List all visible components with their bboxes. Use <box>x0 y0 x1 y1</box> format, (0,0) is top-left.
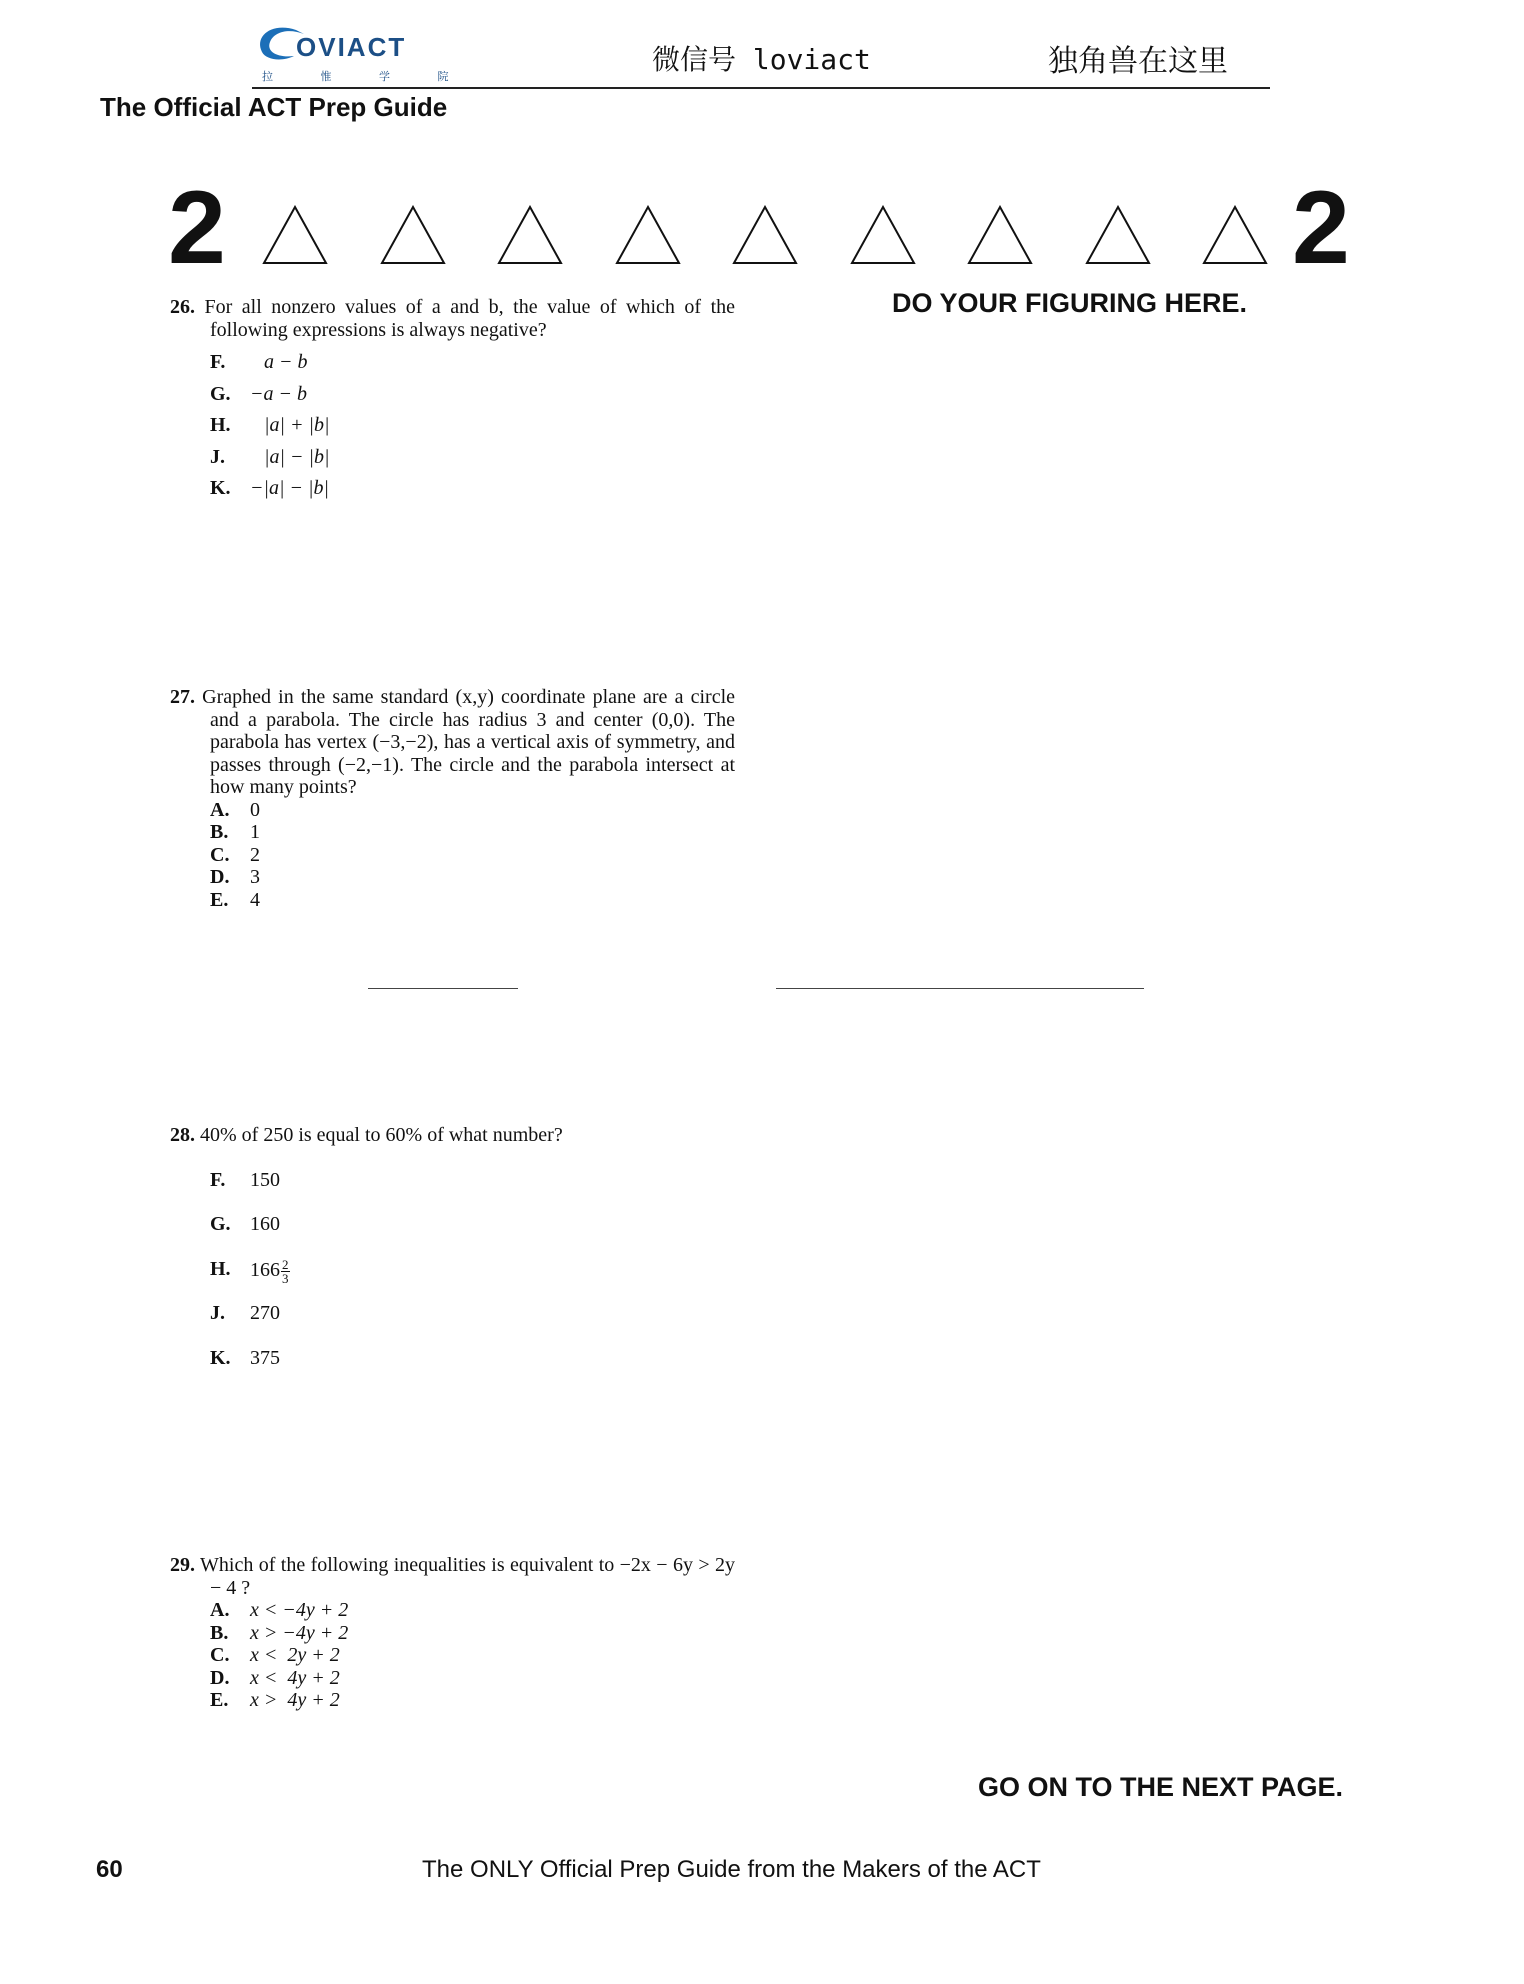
scan-rule <box>776 988 1144 989</box>
option-letter: B. <box>210 1621 229 1644</box>
go-on-next-page: GO ON TO THE NEXT PAGE. <box>978 1772 1344 1802</box>
answer-option[interactable] <box>170 1169 735 1192</box>
answer-option[interactable] <box>170 446 735 469</box>
logo-subtitle: 拉 惟 学 院 <box>262 70 471 83</box>
question-number: 28. <box>170 1124 195 1146</box>
scan-rule <box>368 988 518 989</box>
option-letter: D. <box>210 866 230 888</box>
question-text: Graphed in the same standard (x,y) coordinate plane are a circle and a parabola. The circle has radius 3 and center (0,0). The parabola has vertex (−3,−2), has a vertical axis of symmetry, and passes through (−2,−1). The circle and the parabola intersect at how many points? <box>202 686 736 798</box>
option-text: 270 <box>250 1302 280 1324</box>
triangle-icon <box>850 205 916 265</box>
option-text: −a − b <box>250 382 307 405</box>
header-tagline: 独角兽在这里 <box>1048 44 1228 79</box>
question-text: 40% of 250 is equal to 60% of what number? <box>200 1124 563 1146</box>
answer-option[interactable] <box>170 1667 735 1690</box>
option-text: 2 <box>250 843 260 866</box>
header-divider <box>252 87 1270 89</box>
triangle-icon <box>1202 205 1268 265</box>
question-26 <box>170 296 735 509</box>
option-letter: H. <box>210 414 231 436</box>
answer-option[interactable] <box>170 866 735 889</box>
section-number-left: 2 <box>168 170 226 286</box>
option-text: x > −4y + 2 <box>250 1621 349 1644</box>
triangle-icon <box>262 205 328 265</box>
triangle-icon <box>1085 205 1151 265</box>
option-text: 375 <box>250 1346 280 1369</box>
fraction <box>281 1258 290 1285</box>
option-text: −|a| − |b| <box>250 477 329 499</box>
option-letter: C. <box>210 843 230 866</box>
question-number: 26. <box>170 296 195 318</box>
question-stem <box>170 1554 735 1599</box>
answer-option[interactable] <box>170 1347 735 1370</box>
guide-title: The Official ACT Prep Guide <box>100 92 448 122</box>
question-28 <box>170 1124 735 1369</box>
option-text: x > 4y + 2 <box>250 1689 340 1711</box>
answer-option[interactable] <box>170 821 735 844</box>
question-27 <box>170 686 735 911</box>
answer-option[interactable] <box>170 383 735 406</box>
option-letter: E. <box>210 1689 229 1711</box>
option-letter: E. <box>210 888 229 911</box>
answer-option[interactable] <box>170 844 735 867</box>
answer-option[interactable] <box>170 1599 735 1622</box>
option-letter: H. <box>210 1257 231 1280</box>
logo-wordmark: OVIACT <box>296 32 407 62</box>
fraction-numerator: 2 <box>282 1256 289 1272</box>
answer-option[interactable] <box>170 414 735 437</box>
answer-option[interactable] <box>170 1689 735 1712</box>
option-letter: G. <box>210 1213 231 1235</box>
option-letter: K. <box>210 477 231 499</box>
option-text: x < 4y + 2 <box>250 1666 340 1689</box>
option-letter: J. <box>210 1302 225 1324</box>
oviact-logo <box>252 16 471 86</box>
option-letter: B. <box>210 821 229 843</box>
wechat-id: 微信号 loviact <box>652 43 871 76</box>
triangle-icon <box>380 205 446 265</box>
option-text: a − b <box>264 351 308 373</box>
option-text: 0 <box>250 798 260 821</box>
option-text: 160 <box>250 1213 280 1235</box>
question-number: 29. <box>170 1554 195 1576</box>
option-letter: F. <box>210 351 226 373</box>
question-29 <box>170 1554 735 1712</box>
whole-part: 166 <box>250 1258 280 1281</box>
option-letter: K. <box>210 1346 231 1369</box>
triangle-icon <box>967 205 1033 265</box>
option-letter: C. <box>210 1644 230 1666</box>
option-text: x < −4y + 2 <box>250 1599 349 1621</box>
question-stem <box>170 1124 735 1147</box>
figuring-label: DO YOUR FIGURING HERE. <box>892 288 1248 318</box>
answer-option[interactable] <box>170 889 735 912</box>
option-text: 4 <box>250 888 260 911</box>
triangle-icon <box>732 205 798 265</box>
option-text: x < 2y + 2 <box>250 1644 340 1666</box>
question-stem <box>170 686 735 799</box>
triangle-icon <box>615 205 681 265</box>
answer-option[interactable] <box>170 1256 735 1286</box>
option-letter: F. <box>210 1168 226 1191</box>
triangle-icon <box>497 205 563 265</box>
question-number: 27. <box>170 686 195 708</box>
question-text: Which of the following inequalities is equivalent to −2x − 6y > 2y − 4 ? <box>200 1554 735 1599</box>
option-letter: G. <box>210 382 231 405</box>
answer-option[interactable] <box>170 799 735 822</box>
question-stem <box>170 296 735 341</box>
section-number-right: 2 <box>1292 170 1350 286</box>
answer-option[interactable] <box>170 1622 735 1645</box>
option-text: |a| + |b| <box>264 414 330 436</box>
answer-option[interactable] <box>170 1644 735 1667</box>
footer-text: The ONLY Official Prep Guide from the Makers of the ACT <box>422 1856 1041 1883</box>
option-text: 1 <box>250 821 260 843</box>
fraction-denominator: 3 <box>282 1270 289 1286</box>
option-letter: J. <box>210 445 225 468</box>
page-number: 60 <box>96 1856 123 1883</box>
option-letter: A. <box>210 1599 230 1621</box>
option-text-mixed-number <box>250 1258 290 1285</box>
option-letter: A. <box>210 798 230 821</box>
option-text: 3 <box>250 866 260 888</box>
option-letter: D. <box>210 1666 230 1689</box>
option-text: 150 <box>250 1168 280 1191</box>
answer-option[interactable] <box>170 351 735 374</box>
question-text: For all nonzero values of a and b, the value of which of the following expressions is always negative? <box>204 296 735 341</box>
answer-option[interactable] <box>170 1213 735 1236</box>
option-text: |a| − |b| <box>264 445 330 468</box>
answer-option[interactable] <box>170 477 735 500</box>
answer-option[interactable] <box>170 1302 735 1325</box>
